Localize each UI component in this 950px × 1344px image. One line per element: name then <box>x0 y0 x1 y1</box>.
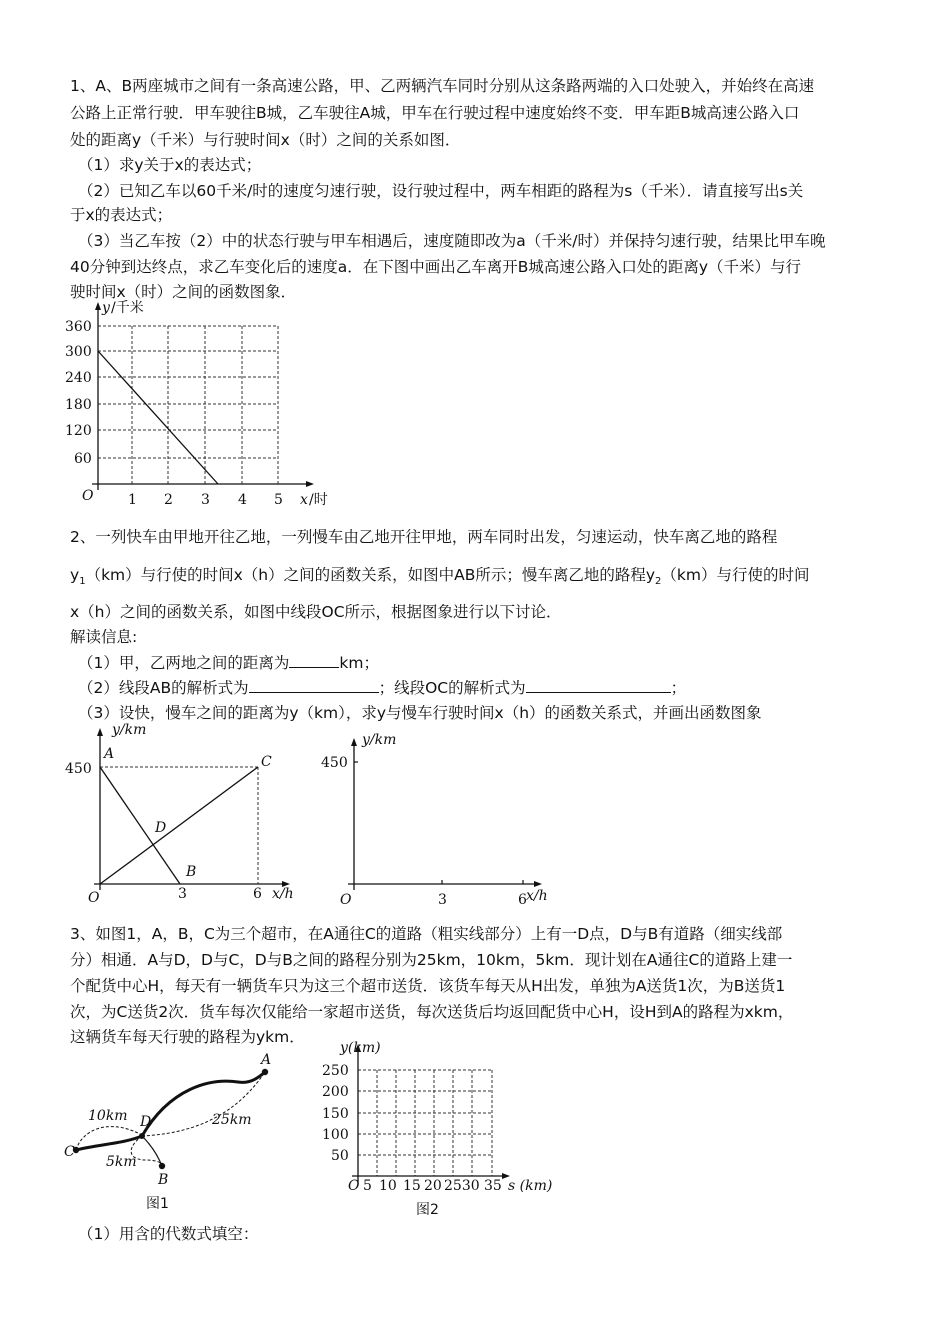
q2-c1-xtick-6: 6 <box>253 886 262 902</box>
q1-xtick-5: 5 <box>274 492 283 508</box>
q1-xtick-1: 1 <box>128 492 137 508</box>
q1-part-3a: （3）当乙车按（2）中的状态行驶与甲车相遇后，速度随即改为a（千米/时）并保持匀速行驶，结果比甲车晚 <box>78 232 826 250</box>
q2-c2-ytick-450: 450 <box>321 755 348 771</box>
q2-segment-ab <box>100 767 180 884</box>
q2-line-3: x（h）之间的函数关系，如图中线段OC所示，根据图象进行以下讨论． <box>70 603 562 621</box>
q1-ytick-300: 300 <box>65 344 92 360</box>
q3-distance-25km: 25km <box>212 1112 252 1128</box>
q1-xtick-3: 3 <box>201 492 210 508</box>
q1-origin: O <box>82 488 94 504</box>
q2-graph-1 <box>62 720 312 910</box>
q3-line-5: 这辆货车每天行驶的路程为ykm． <box>70 1028 305 1046</box>
q3-figure-1 <box>60 1048 300 1218</box>
q3-point-d <box>139 1133 145 1139</box>
q2-segment-oc <box>100 767 258 884</box>
q2-part-3: （3）设快，慢车之间的距离为y（km），求y与慢车行驶时间x（h）的函数关系式，并画出函数图象 <box>78 704 762 722</box>
q2-answer-blank-1[interactable] <box>289 651 339 668</box>
q2-line-1: 2、一列快车由甲地开往乙地，一列慢车由乙地开往甲地，两车同时出发，匀速运动，快车离乙地的路程 <box>70 528 778 546</box>
q1-line-1: 1、A、B两座城市之间有一条高速公路，甲、乙两辆汽车同时分别从这条路两端的入口处驶入，并始终在高速 <box>70 77 815 95</box>
q3-label-d: D <box>140 1114 152 1130</box>
q2-c1-label-a: A <box>104 746 115 762</box>
q3-fig2-xlabel: s (km) <box>508 1178 553 1194</box>
q3-fig2-ylabel: y(km) <box>340 1040 381 1056</box>
q3-label-a: A <box>261 1052 272 1068</box>
q1-part-2b: 于x的表达式； <box>70 206 173 224</box>
q1-ylabel-unit: /千米 <box>111 300 144 316</box>
q2-c1-origin: O <box>88 890 100 906</box>
q2-c1-xtick-3: 3 <box>178 886 187 902</box>
q1-xtick-2: 2 <box>164 492 173 508</box>
q2-c1-label-c: C <box>261 754 272 770</box>
q3-fig2-grid <box>358 1070 492 1176</box>
q1-xlabel-var: x <box>300 492 308 508</box>
q1-graph <box>60 292 350 512</box>
q3-line-3: 个配货中心H，每天有一辆货车只为这三个超市送货．该货车每天从H出发，单独为A送货1次，为B送货1 <box>70 977 786 995</box>
q3-fig2-xtick-15: 15 <box>403 1178 421 1194</box>
q1-ytick-120: 120 <box>65 423 92 439</box>
q3-line-1: 3、如图1，A，B，C为三个超市，在A通往C的道路（粗实线部分）上有一D点，D与B有道路（细实线部 <box>70 925 783 943</box>
q1-ytick-240: 240 <box>65 370 92 386</box>
q3-part-1: （1）用含的代数式填空： <box>78 1225 259 1243</box>
q1-part-1: （1）求y关于x的表达式； <box>78 156 262 174</box>
q3-point-b <box>159 1163 165 1169</box>
q3-figure-2 <box>320 1038 560 1224</box>
q1-part-3b: 40分钟到达终点，求乙车变化后的速度a．在下图中画出乙车离开B城高速公路入口处的距离y（千米）与行 <box>70 258 802 276</box>
q2-c2-ylabel: y/km <box>362 732 397 748</box>
q1-xtick-4: 4 <box>238 492 247 508</box>
q2-part-1: （1）甲，乙两地之间的距离为 km； <box>78 649 898 677</box>
q2-part-2: （2）线段AB的解析式为 ；线段OC的解析式为 ； <box>78 674 898 702</box>
q3-fig2-xtick-35: 35 <box>484 1178 502 1194</box>
q3-road-db <box>142 1136 162 1166</box>
q3-fig2-ytick-200: 200 <box>322 1084 349 1100</box>
q3-fig2-ytick-50: 50 <box>331 1148 349 1164</box>
q3-fig2-ytick-250: 250 <box>322 1063 349 1079</box>
q3-fig2-origin: O <box>348 1178 360 1194</box>
q1-part-2a: （2）已知乙车以60千米/时的速度匀速行驶，设行驶过程中，两车相距的路程为s（千米）．请直接写出s关 <box>78 182 804 200</box>
q2-c1-xlabel: x/h <box>272 886 294 902</box>
q2-c1-label-d: D <box>155 820 167 836</box>
q3-distance-5km: 5km <box>106 1154 137 1170</box>
q2-c1-label-b: B <box>186 864 197 880</box>
q1-ytick-360: 360 <box>65 319 92 335</box>
q2-c1-ytick-450: 450 <box>65 761 92 777</box>
q2-heading: 解读信息: <box>70 628 138 646</box>
q2-graph-2 <box>318 724 558 914</box>
q3-line-4: 次，为C送货2次．货车每次仅能给一家超市送货，每次送货后均返回配货中心H，设H到A的路程为xkm， <box>70 1003 794 1021</box>
q2-answer-blank-ab[interactable] <box>249 676 379 693</box>
q1-line-3: 处的距离y（千米）与行驶时间x（时）之间的关系如图． <box>70 131 461 149</box>
q1-function-line <box>98 351 218 484</box>
q1-part-3c: 驶时间x（时）之间的函数图象． <box>70 283 297 301</box>
q1-line-2: 公路上正常行驶．甲车驶往B城，乙车驶往A城，甲车在行驶过程中速度始终不变．甲车距B城高速公路入口 <box>70 104 800 122</box>
q3-fig2-xtick-20: 20 <box>424 1178 442 1194</box>
q3-point-a <box>262 1069 268 1075</box>
q1-ytick-180: 180 <box>65 397 92 413</box>
q2-c2-xtick-3: 3 <box>438 892 447 908</box>
q2-c2-origin: O <box>340 892 352 908</box>
q3-fig1-caption: 图1 <box>146 1196 169 1212</box>
q3-label-b: B <box>158 1172 169 1188</box>
q2-line-2: $y_1(km)$与行使的时间x（h）之间的函数关系，如图中AB所示；慢车离乙地的路程$y_2(km)$与行使的时间 <box>70 566 810 588</box>
q2-c1-ylabel: y/km <box>112 722 147 738</box>
q3-label-c: C <box>64 1144 75 1160</box>
q2-answer-blank-oc[interactable] <box>526 676 671 693</box>
q3-fig2-xtick-2530: 2530 <box>444 1178 480 1194</box>
q3-distance-10km: 10km <box>88 1108 128 1124</box>
q1-grid <box>98 326 278 484</box>
q2-c2-xlabel: x/h <box>526 888 548 904</box>
q3-fig2-xtick-5: 5 <box>363 1178 372 1194</box>
q3-fig2-ytick-150: 150 <box>322 1106 349 1122</box>
q1-ytick-60: 60 <box>74 451 92 467</box>
q3-line-2: 分）相通．A与D，D与C，D与B之间的路程分别为25km，10km，5km．现计划在A通往C的道路上建一 <box>70 951 793 969</box>
q1-ylabel-var: y <box>102 300 110 316</box>
q2-c2-xtick-6: 6 <box>518 892 527 908</box>
q1-xlabel-unit: /时 <box>309 492 328 508</box>
q3-fig2-ytick-100: 100 <box>322 1127 349 1143</box>
q3-fig2-caption: 图2 <box>416 1202 439 1218</box>
q3-fig2-xtick-10: 10 <box>379 1178 397 1194</box>
